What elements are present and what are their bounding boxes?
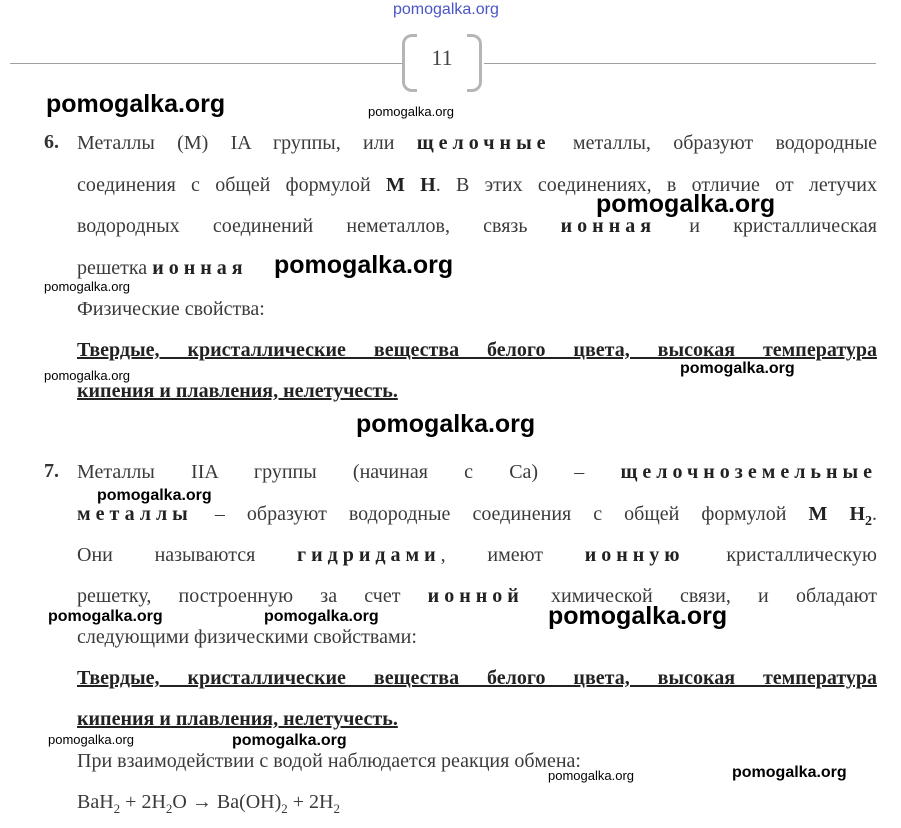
item7-line-3: Они называются гидридами, имеют ионную кристаллическую [77,544,877,566]
watermark: pomogalka.org [596,190,776,218]
watermark: pomogalka.org [732,764,847,781]
formula-mh: М Н [386,174,436,196]
watermark: pomogalka.org [46,90,226,118]
item7-reaction-text: При взаимодействии с водой наблюдается реакция обмена: [77,750,581,772]
item6-phys-line-2: кипения и плавления, нелетучесть. [77,380,398,402]
watermark: pomogalka.org [48,732,134,747]
item6-line-3: водородных соединений неметаллов, связь ионная и кристаллическая [77,215,877,237]
watermark: pomogalka.org [548,768,634,783]
item-number-7: 7. [44,460,59,482]
item7-line-1: Металлы IIA группы (начиная с Са) – щелочноземельные [77,461,878,483]
page-number-box [402,34,482,88]
formula-mh2: М $Н_2$ [808,503,873,529]
watermark: pomogalka.org [44,368,130,383]
watermark: pomogalka.org [97,487,212,504]
watermark: pomogalka.org [680,360,795,377]
item7-line-5: следующими физическими свойствами: [77,626,417,648]
item6-line-4: решетка ионная [77,257,248,279]
page-number: 11 [431,45,453,70]
header-rule-left [10,63,402,64]
item6-line-2: соединения с общей формулой М Н. В этих соединениях, в отличие от летучих [77,174,878,196]
item6-phys-title: Физические свойства: [77,298,265,320]
item-number-6: 6. [44,131,59,153]
header-watermark: pomogalka.org [393,1,499,18]
watermark: pomogalka.org [44,279,130,294]
item7-line-4: решетку, построенную за счет ионной химической связи, и обладают [77,585,877,607]
watermark: pomogalka.org [356,410,536,438]
item7-phys-line-2: кипения и плавления, нелетучесть. [77,708,398,730]
watermark: pomogalka.org [264,608,379,625]
watermark: pomogalka.org [368,104,454,119]
header-rule-right [484,63,876,64]
item7-line-2: металлы – образуют водородные соединения с общей формулой М $Н_2$. [77,503,878,529]
item6-phys-line-1: Твердые, кристаллические вещества белого цвета, высокая температура [77,339,877,361]
reaction-equation: $BaH_2 + 2H_2O \to Ba(OH)_2 + 2H_2$ [77,791,341,816]
watermark: pomogalka.org [232,732,347,749]
watermark: pomogalka.org [274,251,454,279]
item6-line-1: Металлы (М) IA группы, или щелочные металлы, образуют водородные [77,132,878,154]
watermark: pomogalka.org [48,608,163,625]
watermark: pomogalka.org [548,602,728,630]
item7-phys-line-1: Твердые, кристаллические вещества белого цвета, высокая температура [77,667,877,689]
